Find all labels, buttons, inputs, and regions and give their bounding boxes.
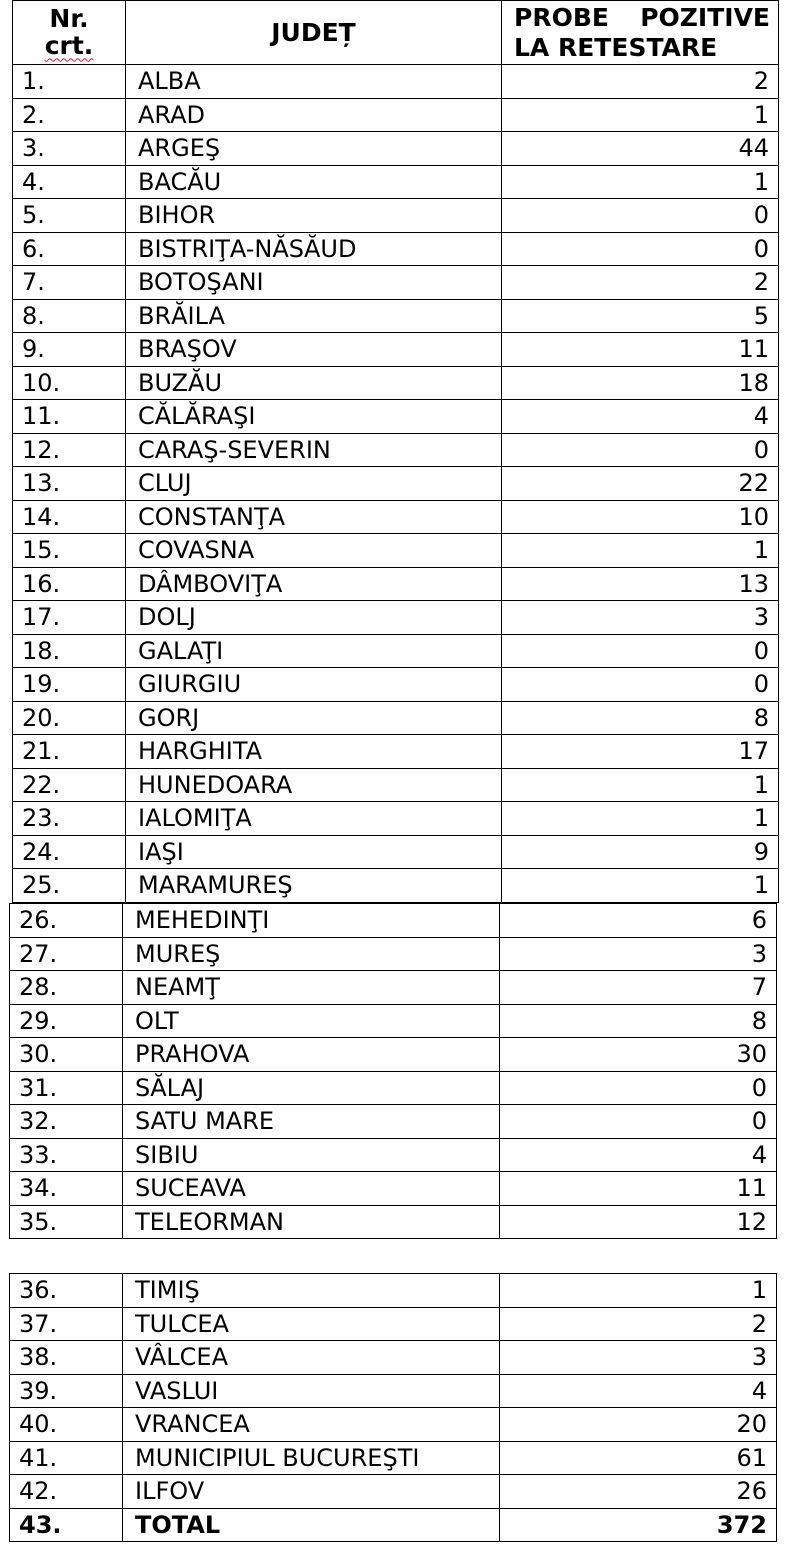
positive-count: 61 bbox=[500, 1441, 777, 1475]
header-nr-label: Nr. bbox=[49, 4, 89, 34]
positive-count: 0 bbox=[502, 199, 779, 233]
positive-count: 8 bbox=[500, 1004, 777, 1038]
county-name: SĂLAJ bbox=[123, 1071, 500, 1105]
table-row bbox=[10, 1307, 777, 1341]
county-name: ARAD bbox=[126, 98, 502, 132]
positive-count: 4 bbox=[502, 400, 779, 434]
row-number: 3. bbox=[13, 132, 126, 166]
county-name: GIURGIU bbox=[126, 668, 502, 702]
county-name: MUNICIPIUL BUCUREŞTI bbox=[123, 1441, 500, 1475]
row-number: 21. bbox=[13, 735, 126, 769]
positive-count: 18 bbox=[502, 366, 779, 400]
row-number: 33. bbox=[10, 1138, 123, 1172]
county-name: ALBA bbox=[126, 65, 502, 99]
positive-count: 2 bbox=[500, 1307, 777, 1341]
row-number: 30. bbox=[10, 1038, 123, 1072]
county-name: VASLUI bbox=[123, 1374, 500, 1408]
positive-count: 8 bbox=[502, 701, 779, 735]
table-row bbox=[10, 1071, 777, 1105]
table-row bbox=[10, 904, 777, 938]
row-number: 16. bbox=[13, 567, 126, 601]
county-name: BACĂU bbox=[126, 165, 502, 199]
county-name: CLUJ bbox=[126, 467, 502, 501]
county-name: SIBIU bbox=[123, 1138, 500, 1172]
table-row bbox=[10, 1374, 777, 1408]
table-row bbox=[13, 869, 779, 903]
positive-count: 3 bbox=[502, 601, 779, 635]
table-row bbox=[13, 132, 779, 166]
header-la-retestare: LA RETESTARE bbox=[514, 32, 718, 62]
table-row bbox=[10, 971, 777, 1005]
table-row bbox=[13, 65, 779, 99]
county-name: ILFOV bbox=[123, 1475, 500, 1509]
county-name: MEHEDINŢI bbox=[123, 904, 500, 938]
table-row bbox=[13, 668, 779, 702]
table-row bbox=[10, 1441, 777, 1475]
county-name: DÂMBOVIŢA bbox=[126, 567, 502, 601]
results-table-part-2 bbox=[9, 903, 777, 1239]
table-row bbox=[10, 937, 777, 971]
county-name: PRAHOVA bbox=[123, 1038, 500, 1072]
row-number: 19. bbox=[13, 668, 126, 702]
row-number: 40. bbox=[10, 1408, 123, 1442]
county-name: CARAŞ-SEVERIN bbox=[126, 433, 502, 467]
header-nr-crt bbox=[13, 1, 126, 65]
results-table-part-1 bbox=[12, 0, 779, 903]
county-name: CONSTANŢA bbox=[126, 500, 502, 534]
positive-count: 3 bbox=[500, 937, 777, 971]
county-name: VÂLCEA bbox=[123, 1341, 500, 1375]
county-name: HARGHITA bbox=[126, 735, 502, 769]
header-probe-word: PROBE bbox=[514, 2, 609, 32]
header-probe-pozitive bbox=[502, 1, 779, 65]
county-name: SUCEAVA bbox=[123, 1172, 500, 1206]
county-name: MUREŞ bbox=[123, 937, 500, 971]
results-table-part-3 bbox=[9, 1273, 777, 1542]
county-name: BRAŞOV bbox=[126, 333, 502, 367]
table-row bbox=[10, 1138, 777, 1172]
positive-count: 11 bbox=[502, 333, 779, 367]
positive-count: 26 bbox=[500, 1475, 777, 1509]
county-name: ARGEŞ bbox=[126, 132, 502, 166]
county-name: BISTRIŢA-NĂSĂUD bbox=[126, 232, 502, 266]
row-number: 9. bbox=[13, 333, 126, 367]
row-number: 24. bbox=[13, 835, 126, 869]
row-number: 34. bbox=[10, 1172, 123, 1206]
table-row bbox=[13, 467, 779, 501]
total-number: 43. bbox=[10, 1508, 123, 1542]
table-row bbox=[13, 735, 779, 769]
row-number: 1. bbox=[13, 65, 126, 99]
positive-count: 0 bbox=[500, 1105, 777, 1139]
row-number: 42. bbox=[10, 1475, 123, 1509]
row-number: 31. bbox=[10, 1071, 123, 1105]
county-name: MARAMUREŞ bbox=[126, 869, 502, 903]
county-name: TIMIŞ bbox=[123, 1274, 500, 1308]
table-row bbox=[13, 199, 779, 233]
positive-count: 3 bbox=[500, 1341, 777, 1375]
county-name: DOLJ bbox=[126, 601, 502, 635]
table-row bbox=[10, 1408, 777, 1442]
table-row bbox=[13, 266, 779, 300]
positive-count: 11 bbox=[500, 1172, 777, 1206]
county-name: HUNEDOARA bbox=[126, 768, 502, 802]
table-row bbox=[10, 1341, 777, 1375]
table-row bbox=[13, 232, 779, 266]
row-number: 13. bbox=[13, 467, 126, 501]
row-number: 4. bbox=[13, 165, 126, 199]
county-name: GORJ bbox=[126, 701, 502, 735]
table-row bbox=[13, 98, 779, 132]
table-row bbox=[13, 299, 779, 333]
county-name: CĂLĂRAŞI bbox=[126, 400, 502, 434]
table-row bbox=[13, 567, 779, 601]
table-row bbox=[10, 1274, 777, 1308]
table-row bbox=[13, 400, 779, 434]
table-row bbox=[10, 1172, 777, 1206]
row-number: 10. bbox=[13, 366, 126, 400]
positive-count: 0 bbox=[500, 1071, 777, 1105]
county-name: BRĂILA bbox=[126, 299, 502, 333]
positive-count: 1 bbox=[502, 869, 779, 903]
positive-count: 0 bbox=[502, 668, 779, 702]
table-row bbox=[10, 1475, 777, 1509]
row-number: 41. bbox=[10, 1441, 123, 1475]
positive-count: 5 bbox=[502, 299, 779, 333]
county-name: SATU MARE bbox=[123, 1105, 500, 1139]
county-name: BIHOR bbox=[126, 199, 502, 233]
row-number: 12. bbox=[13, 433, 126, 467]
county-name: BUZĂU bbox=[126, 366, 502, 400]
table-row bbox=[13, 835, 779, 869]
row-number: 11. bbox=[13, 400, 126, 434]
positive-count: 0 bbox=[502, 433, 779, 467]
table-row bbox=[13, 634, 779, 668]
row-number: 8. bbox=[13, 299, 126, 333]
positive-count: 1 bbox=[502, 534, 779, 568]
positive-count: 2 bbox=[502, 65, 779, 99]
positive-count: 22 bbox=[502, 467, 779, 501]
table-row bbox=[10, 1038, 777, 1072]
total-label: TOTAL bbox=[123, 1508, 500, 1542]
county-name: OLT bbox=[123, 1004, 500, 1038]
table-row bbox=[13, 500, 779, 534]
row-number: 18. bbox=[13, 634, 126, 668]
positive-count: 7 bbox=[500, 971, 777, 1005]
row-number: 29. bbox=[10, 1004, 123, 1038]
table-row bbox=[10, 1105, 777, 1139]
row-number: 14. bbox=[13, 500, 126, 534]
positive-count: 1 bbox=[502, 768, 779, 802]
positive-count: 1 bbox=[500, 1274, 777, 1308]
positive-count: 2 bbox=[502, 266, 779, 300]
positive-count: 12 bbox=[500, 1205, 777, 1239]
positive-count: 1 bbox=[502, 98, 779, 132]
table-row bbox=[13, 333, 779, 367]
county-name: VRANCEA bbox=[123, 1408, 500, 1442]
row-number: 22. bbox=[13, 768, 126, 802]
row-number: 27. bbox=[10, 937, 123, 971]
table-row bbox=[13, 366, 779, 400]
row-number: 26. bbox=[10, 904, 123, 938]
row-number: 6. bbox=[13, 232, 126, 266]
positive-count: 1 bbox=[502, 802, 779, 836]
row-number: 35. bbox=[10, 1205, 123, 1239]
positive-count: 10 bbox=[502, 500, 779, 534]
county-name: NEAMŢ bbox=[123, 971, 500, 1005]
positive-count: 9 bbox=[502, 835, 779, 869]
row-number: 25. bbox=[13, 869, 126, 903]
row-number: 17. bbox=[13, 601, 126, 635]
county-name: COVASNA bbox=[126, 534, 502, 568]
header-crt-label: crt. bbox=[44, 30, 94, 60]
positive-count: 17 bbox=[502, 735, 779, 769]
county-name: IAŞI bbox=[126, 835, 502, 869]
row-number: 36. bbox=[10, 1274, 123, 1308]
positive-count: 4 bbox=[500, 1374, 777, 1408]
positive-count: 0 bbox=[502, 232, 779, 266]
table-row bbox=[13, 768, 779, 802]
row-number: 7. bbox=[13, 266, 126, 300]
row-number: 37. bbox=[10, 1307, 123, 1341]
positive-count: 13 bbox=[502, 567, 779, 601]
positive-count: 0 bbox=[502, 634, 779, 668]
county-name: BOTOŞANI bbox=[126, 266, 502, 300]
table-row bbox=[13, 701, 779, 735]
total-count: 372 bbox=[500, 1508, 777, 1542]
row-number: 5. bbox=[13, 199, 126, 233]
county-name: GALAŢI bbox=[126, 634, 502, 668]
positive-count: 20 bbox=[500, 1408, 777, 1442]
positive-count: 44 bbox=[502, 132, 779, 166]
row-number: 39. bbox=[10, 1374, 123, 1408]
row-number: 32. bbox=[10, 1105, 123, 1139]
table-row bbox=[10, 1004, 777, 1038]
total-row bbox=[10, 1508, 777, 1542]
header-pozitive-word: POZITIVE bbox=[640, 2, 770, 32]
positive-count: 4 bbox=[500, 1138, 777, 1172]
row-number: 23. bbox=[13, 802, 126, 836]
row-number: 15. bbox=[13, 534, 126, 568]
table-row bbox=[13, 534, 779, 568]
table-row bbox=[13, 802, 779, 836]
row-number: 38. bbox=[10, 1341, 123, 1375]
table-row bbox=[10, 1205, 777, 1239]
county-name: IALOMIŢA bbox=[126, 802, 502, 836]
table-row bbox=[13, 601, 779, 635]
positive-count: 1 bbox=[502, 165, 779, 199]
positive-count: 6 bbox=[500, 904, 777, 938]
positive-count: 30 bbox=[500, 1038, 777, 1072]
row-number: 20. bbox=[13, 701, 126, 735]
table-header-row bbox=[13, 1, 779, 65]
row-number: 28. bbox=[10, 971, 123, 1005]
county-name: TULCEA bbox=[123, 1307, 500, 1341]
table-row bbox=[13, 165, 779, 199]
table-row bbox=[13, 433, 779, 467]
county-name: TELEORMAN bbox=[123, 1205, 500, 1239]
row-number: 2. bbox=[13, 98, 126, 132]
header-judet: JUDEȚ bbox=[126, 1, 502, 65]
